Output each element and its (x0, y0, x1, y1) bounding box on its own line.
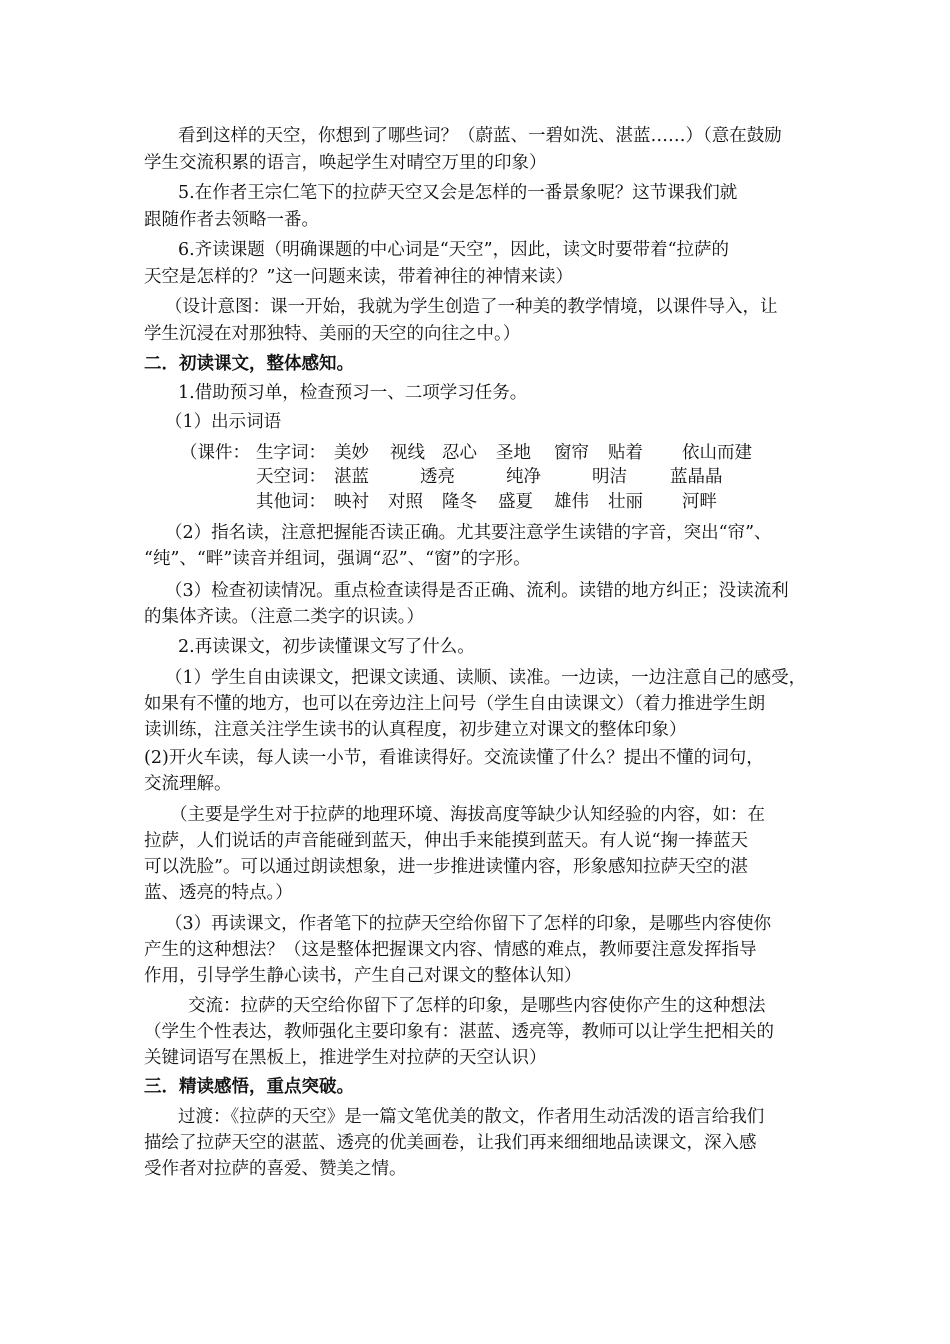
vocab-word: 窗帘 (554, 443, 589, 463)
vocab-word: 美妙 (334, 443, 369, 463)
vocab-row (256, 441, 752, 465)
vocab-prefix: （课件： (180, 443, 250, 463)
vocab-label: 生字词： (256, 443, 326, 463)
paragraph-line: 拉萨，人们说话的声音能碰到蓝天，伸出手来能摸到蓝天。有人说“掬一捧蓝天 (144, 831, 748, 851)
paragraph-line: （3）再读课文，作者笔下的拉萨天空给你留下了怎样的印象，是哪些内容使你 (165, 914, 772, 934)
vocab-word: 纯净 (506, 467, 541, 487)
paragraph-line: (2)开火车读，每人读一小节，看谁读得好。交流读懂了什么？提出不懂的词句， (144, 748, 764, 768)
paragraph-line: （学生个性表达，教师强化主要印象有：湛蓝、透亮等，教师可以让学生把相关的 (144, 1022, 774, 1042)
paragraph-line: 过渡：《拉萨的天空》是一篇文笔优美的散文，作者用生动活泼的语言给我们 (178, 1107, 765, 1127)
paragraph-line: 关键词语写在黑板上，推进学生对拉萨的天空认识） (144, 1048, 547, 1068)
paragraph-line: 看到这样的天空，你想到了哪些词？（蔚蓝、一碧如洗、湛蓝……）（意在鼓励 (178, 126, 782, 146)
vocab-row (256, 490, 717, 514)
vocab-word: 视线 (390, 443, 425, 463)
vocab-row (256, 465, 723, 489)
paragraph-line: 读训练，注意关注学生读书的认真程度，初步建立对课文的整体印象） (144, 720, 687, 740)
vocab-word: 蓝晶晶 (670, 467, 723, 487)
vocab-word: 河畔 (682, 492, 717, 512)
paragraph-line: 蓝、透亮的特点。） (144, 883, 293, 903)
paragraph-line: （3）检查初读情况。重点检查读得是否正确、流利。读错的地方纠正；没读流利 (165, 581, 789, 601)
paragraph-line: 跟随作者去领略一番。 (144, 210, 319, 230)
vocab-word: 对照 (388, 492, 423, 512)
paragraph-line: 产生的这种想法？（这是整体把握课文内容、情感的难点，教师要注意发挥指导 (144, 940, 757, 960)
paragraph-line: 学生交流积累的语言，唤起学生对晴空万里的印象） (144, 153, 547, 173)
paragraph-line: （1）出示词语 (165, 412, 282, 432)
vocab-word: 贴着 (608, 443, 643, 463)
paragraph-line: 交流理解。 (144, 774, 232, 794)
vocab-word: 雄伟 (554, 492, 589, 512)
vocab-word: 明洁 (592, 467, 627, 487)
paragraph-line: 描绘了拉萨天空的湛蓝、透亮的优美画卷，让我们再来细细地品读课文，深入感 (144, 1133, 757, 1153)
paragraph-line: 1.借助预习单，检查预习一、二项学习任务。 (178, 383, 528, 403)
section-heading: 三．精读感悟，重点突破。 (144, 1077, 354, 1097)
vocab-word: 忍心 (442, 443, 477, 463)
paragraph-line: 作用，引导学生静心读书，产生自己对课文的整体认知） (144, 966, 582, 986)
section-heading: 二．初读课文，整体感知。 (144, 354, 354, 374)
vocab-word: 依山而建 (682, 443, 752, 463)
paragraph-line: 学生沉浸在对那独特、美丽的天空的向往之中。） (144, 324, 521, 344)
vocab-word: 湛蓝 (334, 467, 369, 487)
paragraph-line: “纯”、“畔”读音并组词，强调“忍”、“窗”的字形。 (144, 549, 531, 569)
vocab-word: 壮丽 (608, 492, 643, 512)
vocab-word: 隆冬 (442, 492, 477, 512)
vocab-word: 映衬 (334, 492, 369, 512)
paragraph-line: （1）学生自由读课文，把课文读通、读顺、读准。一边读，一边注意自己的感受， (165, 668, 807, 688)
paragraph-line: 受作者对拉萨的喜爱、赞美之情。 (144, 1159, 407, 1179)
paragraph-line: 的集体齐读。（注意二类字的识读。） (144, 607, 424, 627)
paragraph-line: （2）指名读，注意把握能否读正确。尤其要注意学生读错的字音，突出“帘”、 (165, 523, 772, 543)
paragraph-line: 2.再读课文，初步读懂课文写了什么。 (178, 637, 475, 657)
vocab-word: 透亮 (420, 467, 455, 487)
paragraph-line: 可以洗脸”。可以通过朗读想象，进一步推进读懂内容，形象感知拉萨天空的湛 (144, 857, 748, 877)
paragraph-line: 如果有不懂的地方，也可以在旁边注上问号（学生自由读课文）（着力推进学生朗 (144, 694, 766, 714)
paragraph-line: 5.在作者王宗仁笔下的拉萨天空又会是怎样的一番景象呢？这节课我们就 (178, 183, 738, 203)
paragraph-line: 交流：拉萨的天空给你留下了怎样的印象，是哪些内容使你产生的这种想法 (188, 996, 766, 1016)
vocab-word: 圣地 (496, 443, 531, 463)
vocab-label: 天空词： (256, 467, 326, 487)
vocab-label: 其他词： (256, 492, 326, 512)
paragraph-line: 6.齐读课题（明确课题的中心词是“天空”，因此，读文时要带着“拉萨的 (178, 240, 730, 260)
paragraph-line: （主要是学生对于拉萨的地理环境、海拔高度等缺少认知经验的内容，如：在 (170, 805, 765, 825)
vocab-word: 盛夏 (498, 492, 533, 512)
paragraph-line: （设计意图：课一开始，我就为学生创造了一种美的教学情境，以课件导入，让 (165, 297, 778, 317)
paragraph-line: 天空是怎样的？”这一问题来读，带着神往的神情来读） (144, 267, 573, 287)
